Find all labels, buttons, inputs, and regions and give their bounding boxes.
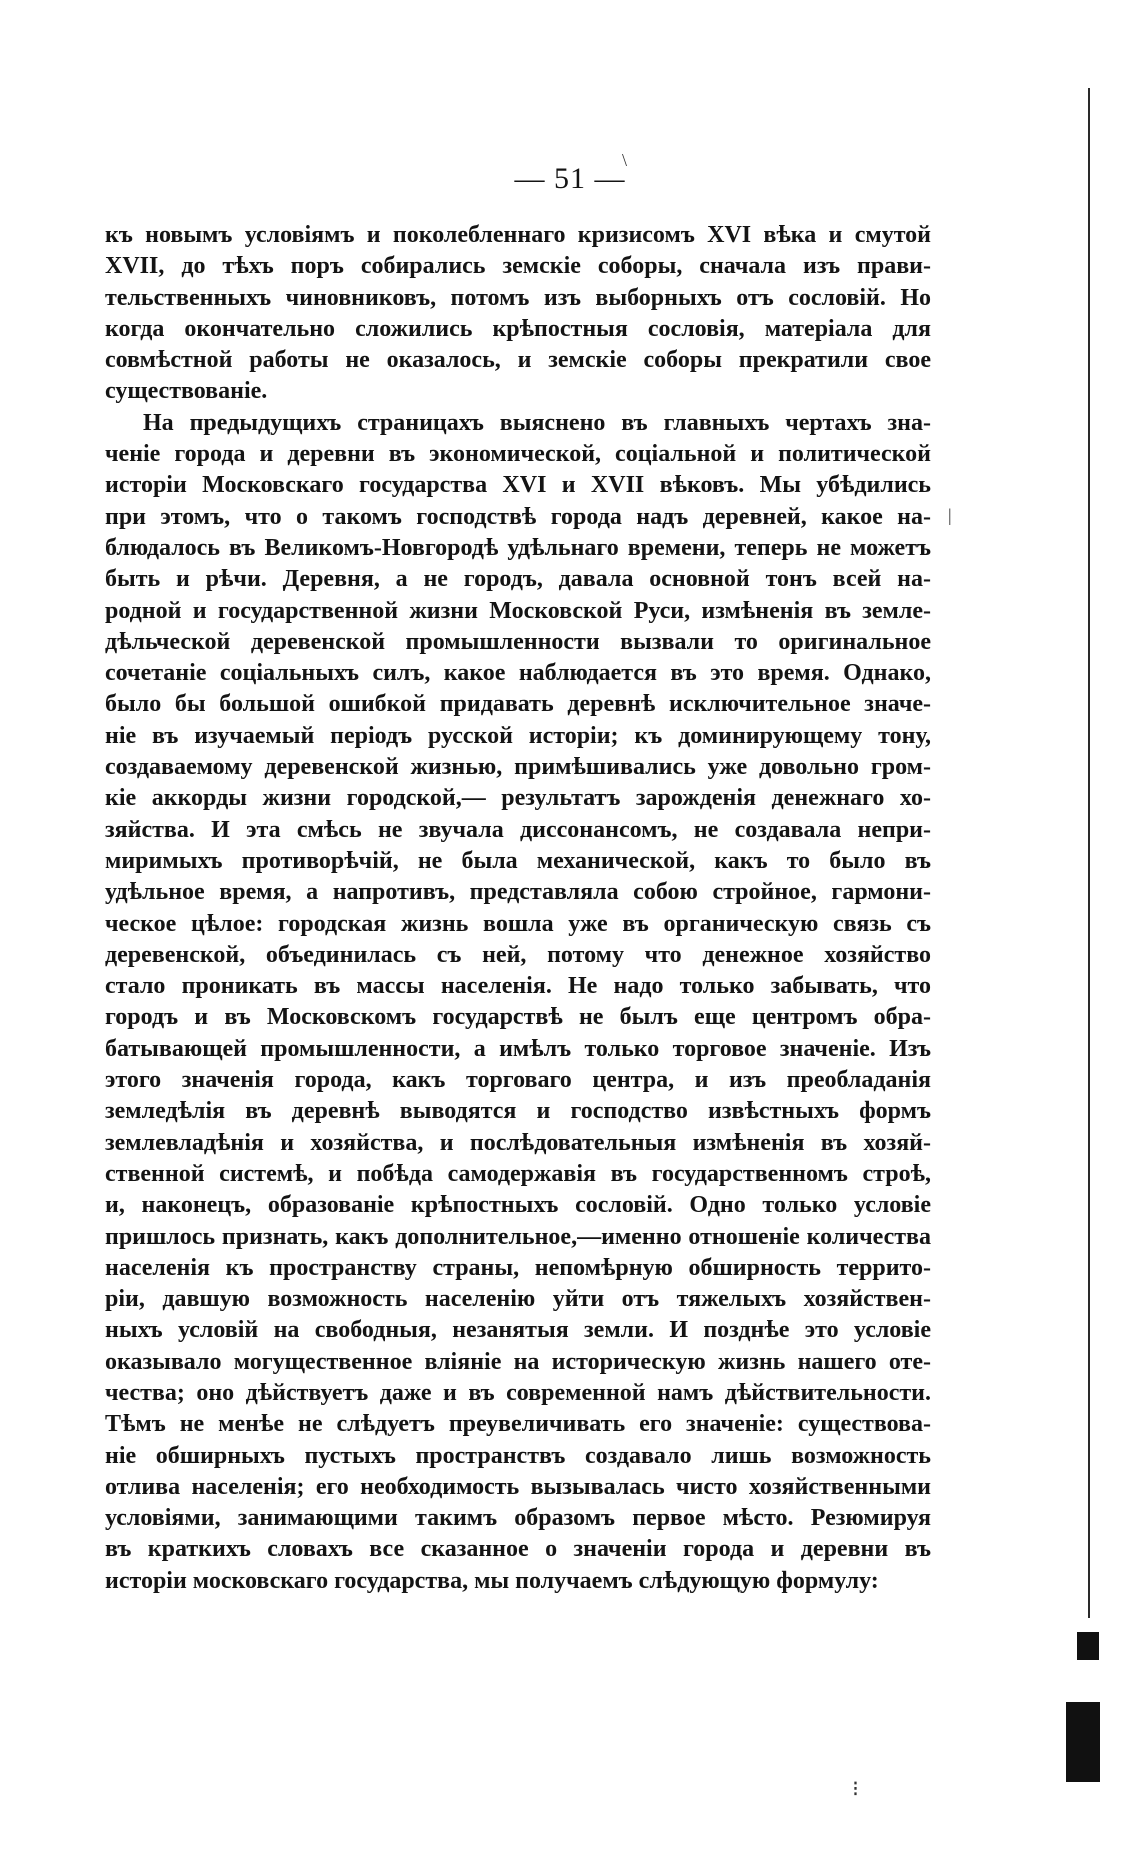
page-number: — 51 —: [514, 162, 626, 195]
text-line: Тѣмъ не менѣе не слѣдуетъ преувеличивать его значеніе: существова-: [105, 1411, 931, 1438]
text-line: деревенской, объединилась съ ней, потому что денежное хозяйство: [105, 941, 931, 968]
text-line: землевладѣнія и хозяйства, и послѣдовательныя измѣненія въ хозяй-: [105, 1129, 931, 1156]
text-line: совмѣстной работы не оказалось, и земскіе соборы прекратили свое: [105, 347, 931, 374]
text-line: исторіи Московскаго государства XVI и XVII вѣковъ. Мы убѣдились: [105, 472, 931, 499]
text-line: земледѣлія въ деревнѣ выводятся и господство извѣстныхъ формъ: [105, 1098, 931, 1125]
text-line: населенія къ пространству страны, непомѣрную обширность террито-: [105, 1254, 931, 1281]
text-line: къ новымъ условіямъ и поколебленнаго кризисомъ XVI вѣка и смутой: [105, 222, 931, 248]
text-line: XVII, до тѣхъ поръ собирались земскіе соборы, сначала изъ прави-: [105, 253, 931, 280]
text-line: чества; оно дѣйствуетъ даже и въ современной намъ дѣйствительности.: [105, 1379, 931, 1406]
text-line: тельственныхъ чиновниковъ, потомъ изъ выборныхъ отъ сословій. Но: [105, 284, 931, 311]
text-line: блюдалось въ Великомъ-Новгородѣ удѣльнаго времени, теперь не можетъ: [105, 534, 931, 561]
text-line: оказывало могущественное вліяніе на историческую жизнь нашего оте-: [105, 1348, 931, 1375]
scan-edge-mark: [1066, 1702, 1100, 1782]
scan-edge-mark: [1077, 1632, 1099, 1660]
text-line: сочетаніе соціальныхъ силъ, какое наблюдается въ это время. Однако,: [105, 660, 931, 687]
text-line: стало проникать въ массы населенія. Не надо только забывать, что: [105, 973, 931, 1000]
body-text: [105, 220, 931, 1597]
scan-speck: ⁝: [852, 1776, 859, 1801]
scan-edge-rule: [1088, 88, 1090, 1618]
text-line: существованіе.: [105, 378, 268, 405]
text-line: городъ и въ Московскомъ государствѣ не былъ еще центромъ обра-: [105, 1004, 931, 1031]
text-line: ныхъ условій на свободныя, незанятыя земли. И позднѣе это условіе: [105, 1317, 931, 1344]
text-line: и, наконецъ, образованіе крѣпостныхъ сословій. Одно только условіе: [105, 1192, 931, 1219]
text-line: ніе въ изучаемый періодъ русской исторіи; къ доминирующему тону,: [105, 722, 931, 749]
text-line: дѣльческой деревенской промышленности вызвали то оригинальное: [105, 628, 931, 655]
text-line: ріи, давшую возможность населенію уйти отъ тяжелыхъ хозяйствен-: [105, 1286, 931, 1313]
text-line: зяйства. И эта смѣсь не звучала диссонансомъ, не создавала непри-: [105, 816, 931, 843]
text-line: миримыхъ противорѣчій, не была механической, какъ то было въ: [105, 847, 931, 874]
text-line: кіе аккорды жизни городской,— результатъ зарожденія денежнаго хо-: [105, 785, 931, 812]
text-line: условіями, занимающими такимъ образомъ первое мѣсто. Резюмируя: [105, 1505, 931, 1532]
text-line: ческое цѣлое: городская жизнь вошла уже въ органическую связь съ: [105, 910, 931, 937]
scan-speck: |: [948, 505, 952, 525]
text-line: быть и рѣчи. Деревня, а не городъ, давала основной тонъ всей на-: [105, 566, 931, 593]
text-line: въ краткихъ словахъ все сказанное о значеніи города и деревни въ: [105, 1536, 931, 1563]
text-line: исторіи московскаго государства, мы получаемъ слѣдующую формулу:: [105, 1567, 879, 1594]
text-line: родной и государственной жизни Московской Руси, измѣненія въ земле-: [105, 597, 931, 624]
text-line: при этомъ, что о такомъ господствѣ города надъ деревней, какое на-: [105, 503, 931, 530]
text-line: когда окончательно сложились крѣпостныя сословія, матеріала для: [105, 315, 931, 342]
scan-speck: \: [622, 150, 628, 170]
text-line: ніе обширныхъ пустыхъ пространствъ создавало лишь возможность: [105, 1442, 931, 1469]
text-line: ственной системѣ, и побѣда самодержавія въ государственномъ строѣ,: [105, 1160, 931, 1187]
text-line: отлива населенія; его необходимость вызывалась чисто хозяйственными: [105, 1473, 931, 1500]
text-line: этого значенія города, какъ торговаго центра, и изъ преобладанія: [105, 1067, 931, 1094]
text-line: было бы большой ошибкой придавать деревнѣ исключительное значе-: [105, 691, 931, 718]
text-line: ченіе города и деревни въ экономической, соціальной и политической: [105, 441, 931, 468]
text-line: батывающей промышленности, а имѣлъ только торговое значеніе. Изъ: [105, 1035, 931, 1062]
text-line: пришлось признать, какъ дополнительное,—именно отношеніе количества: [105, 1223, 931, 1250]
text-line: создаваемому деревенской жизнью, примѣшивались уже довольно гром-: [105, 754, 931, 781]
text-line: удѣльное время, а напротивъ, представляла собою стройное, гармони-: [105, 879, 931, 906]
text-line: На предыдущихъ страницахъ выяснено въ главныхъ чертахъ зна-: [143, 409, 931, 436]
